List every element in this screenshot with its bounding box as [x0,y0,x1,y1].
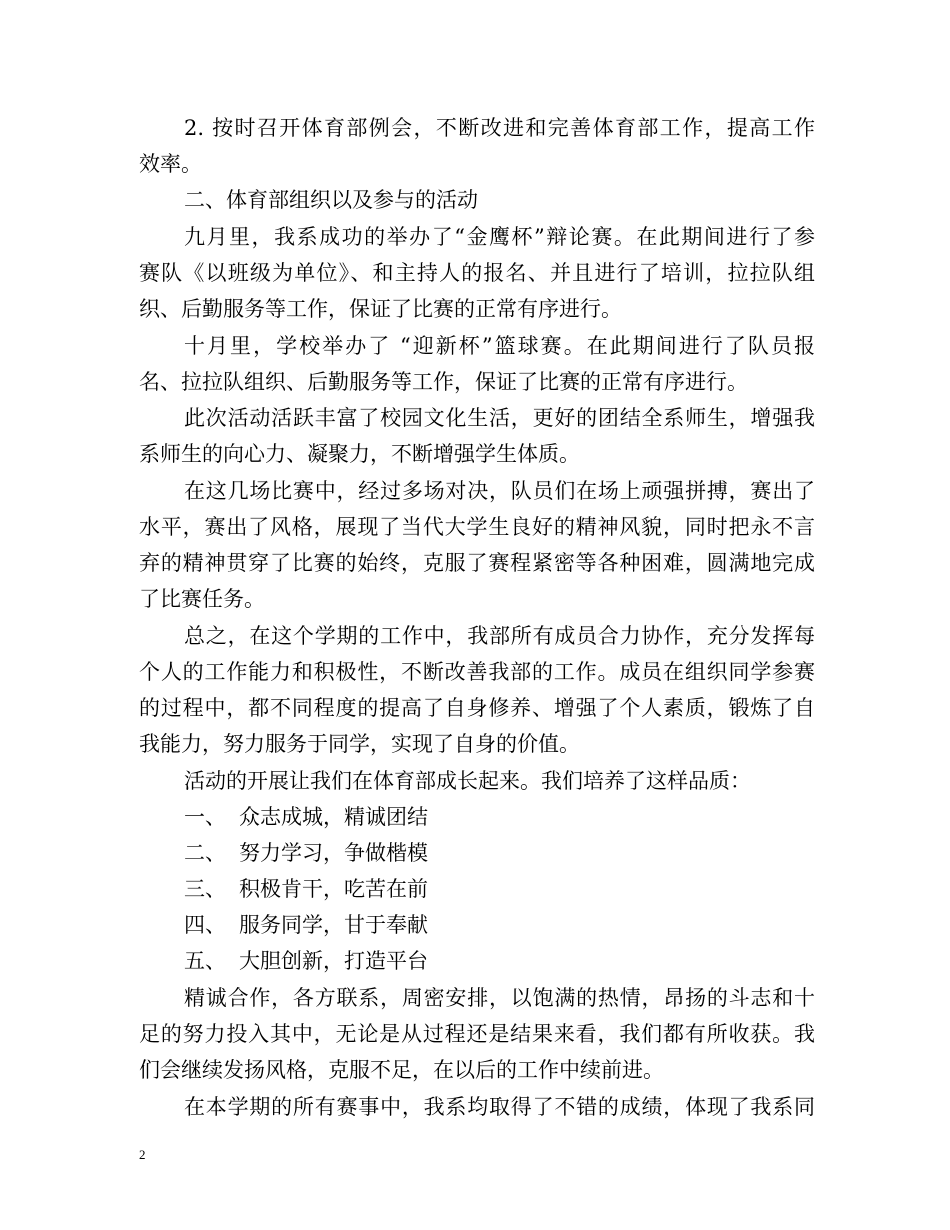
paragraph-line: 名、拉拉队组织、后勤服务等工作，保证了比赛的正常有序进行。 [139,370,748,394]
paragraph-line: 在这几场比赛中，经过多场对决，队员们在场上顽强拼搏，赛出了 [184,479,815,503]
quality-item-number: 四、 [184,913,226,937]
quality-item-number: 二、 [184,841,226,865]
paragraph-line: 们会继续发扬风格，克服不足，在以后的工作中续前进。 [139,1058,664,1082]
paragraph-line: 系师生的向心力、凝聚力，不断增强学生体质。 [139,442,580,466]
paragraph-line: 九月里，我系成功的举办了“金鹰杯”辩论赛。在此期间进行了参 [184,225,815,249]
section-heading: 二、体育部组织以及参与的活动 [184,188,478,212]
paragraph-line: 此次活动活跃丰富了校园文化生活，更好的团结全系师生，增强我 [184,406,815,430]
quality-item-text: 众志成城，精诚团结 [239,805,428,829]
paragraph-line: 水平，赛出了风格，展现了当代大学生良好的精神风貌，同时把永不言 [139,515,815,539]
quality-item-number: 五、 [184,949,226,973]
quality-item-text: 积极肯干，吃苦在前 [239,877,428,901]
paragraph-line: 活动的开展让我们在体育部成长起来。我们培养了这样品质： [184,769,751,793]
quality-item-text: 大胆创新，打造平台 [239,949,428,973]
quality-item-number: 三、 [184,877,226,901]
quality-item [184,910,428,940]
paragraph-line: 弃的精神贯穿了比赛的始终，克服了赛程紧密等各种困难，圆满地完成 [139,551,815,575]
paragraph-line: 效率。 [139,152,202,176]
paragraph-line: 足的努力投入其中，无论是从过程还是结果来看，我们都有所收获。我 [139,1022,815,1046]
paragraph-line: 2. 按时召开体育部例会，不断改进和完善体育部工作，提高工作 [184,116,815,140]
quality-item [184,838,428,868]
page-number: 2 [139,1147,146,1162]
paragraph-line: 精诚合作，各方联系，周密安排，以饱满的热情，昂扬的斗志和十 [184,986,815,1010]
paragraph-line: 总之，在这个学期的工作中，我部所有成员合力协作，充分发挥每 [184,624,815,648]
paragraph-line: 我能力，努力服务于同学，实现了自身的价值。 [139,732,580,756]
paragraph-line: 在本学期的所有赛事中，我系均取得了不错的成绩，体现了我系同 [184,1095,815,1119]
paragraph-line: 个人的工作能力和积极性，不断改善我部的工作。成员在组织同学参赛 [139,660,815,684]
paragraph-line: 的过程中，都不同程度的提高了自身修养、增强了个人素质，锻炼了自 [139,696,815,720]
quality-item [184,802,428,832]
quality-item [184,946,428,976]
paragraph-line: 十月里，学校举办了 “迎新杯”篮球赛。在此期间进行了队员报 [184,334,815,358]
quality-item-text: 努力学习，争做楷模 [239,841,428,865]
paragraph-line: 了比赛任务。 [139,587,265,611]
paragraph-line: 赛队《以班级为单位》、和主持人的报名、并且进行了培训，拉拉队组 [139,261,815,285]
quality-item [184,874,428,904]
quality-item-text: 服务同学，甘于奉献 [239,913,428,937]
paragraph-line: 织、后勤服务等工作，保证了比赛的正常有序进行。 [139,297,622,321]
quality-item-number: 一、 [184,805,226,829]
